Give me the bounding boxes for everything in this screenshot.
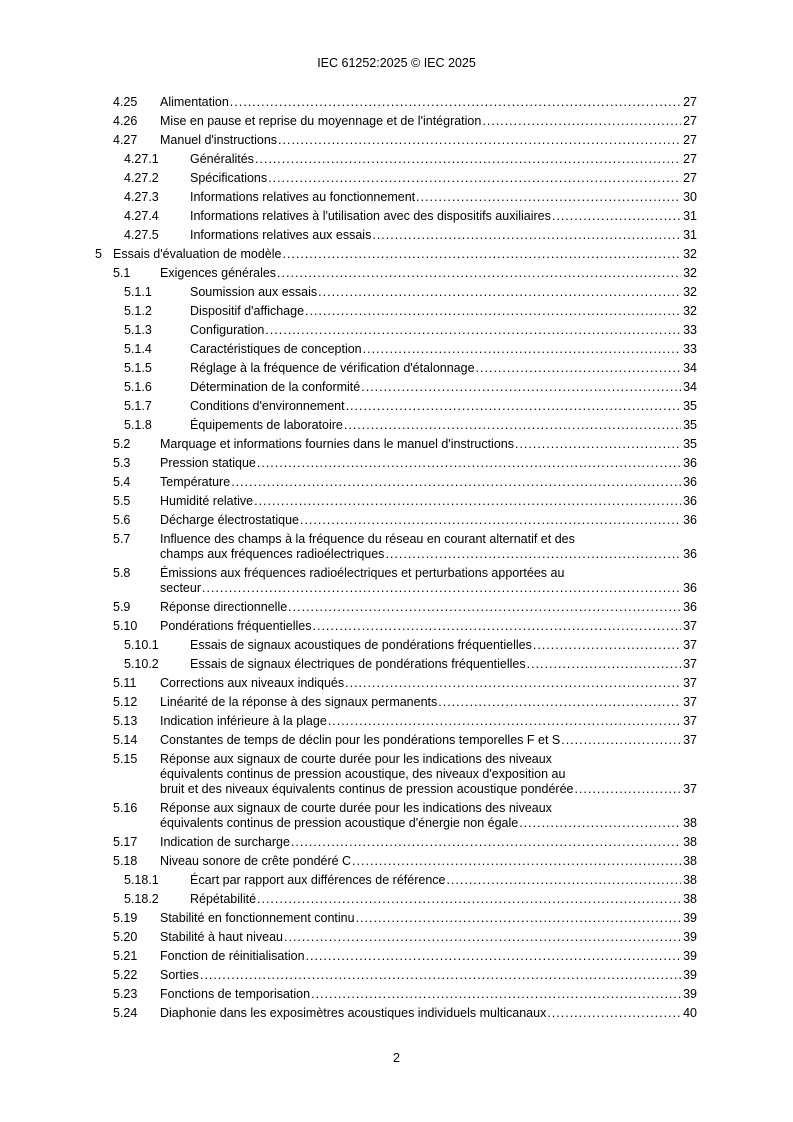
toc-entry-number: 5.24 [113, 1006, 138, 1020]
dot-leader [318, 285, 681, 300]
toc-entry-number: 5.14 [113, 733, 138, 747]
toc-entry-number: 5.22 [113, 968, 138, 982]
toc-entry-title: Détermination de la conformité [190, 380, 361, 394]
toc-entry-title: bruit et des niveaux équivalents continus de pression acoustique pondérée [160, 782, 574, 796]
toc-entry-body [190, 873, 697, 888]
toc-entry[interactable] [0, 750, 793, 799]
toc-entry-page: 35 [683, 418, 697, 432]
toc-entry-number: 4.26 [113, 114, 138, 128]
toc-entry-body [160, 752, 697, 797]
toc-entry-body [190, 342, 697, 357]
toc-entry[interactable] [0, 928, 793, 947]
toc-entry[interactable] [0, 564, 793, 598]
toc-entry-title: Informations relatives au fonctionnement [190, 190, 416, 204]
toc-entry[interactable] [0, 131, 793, 150]
toc-entry-page: 37 [683, 695, 697, 709]
dot-leader [438, 695, 681, 710]
dot-leader [363, 342, 681, 357]
toc-entry-number: 5.2 [113, 437, 131, 451]
toc-entry-title: Exigences générales [160, 266, 277, 280]
toc-entry-number: 5.10.2 [124, 657, 159, 671]
toc-entry-title: Équipements de laboratoire [190, 418, 343, 432]
toc-entry-body [160, 600, 697, 615]
toc-entry-body [160, 619, 697, 634]
dot-leader [552, 209, 681, 224]
toc-entry[interactable] [0, 636, 793, 655]
dot-leader [305, 304, 681, 319]
dot-leader [231, 475, 681, 490]
toc-entry-number: 5.1.3 [124, 323, 152, 337]
toc-entry-page: 27 [683, 152, 697, 166]
dot-leader [446, 873, 681, 888]
toc-entry-page: 38 [683, 835, 697, 849]
toc-entry[interactable] [0, 712, 793, 731]
toc-entry-body [160, 801, 697, 831]
dot-leader [547, 1006, 681, 1021]
dot-leader [202, 581, 681, 596]
toc-entry-title: Niveau sonore de crête pondéré C [160, 854, 352, 868]
toc-entry[interactable] [0, 397, 793, 416]
toc-entry-title: Sorties [160, 968, 199, 982]
toc-entry-body [190, 380, 697, 395]
toc-entry-title: secteur [160, 581, 201, 595]
toc-entry-title: Mise en pause et reprise du moyennage et de l'intégration [160, 114, 482, 128]
toc-entry[interactable] [0, 890, 793, 909]
toc-entry-title: Décharge électrostatique [160, 513, 299, 527]
toc-entry-title: Soumission aux essais [190, 285, 318, 299]
toc-entry-page: 32 [683, 304, 697, 318]
toc-entry-number: 5.1.1 [124, 285, 152, 299]
toc-entry-page: 36 [683, 513, 697, 527]
toc-entry[interactable] [0, 112, 793, 131]
toc-entry-number: 5.15 [113, 752, 138, 766]
toc-entry-title: Généralités [190, 152, 254, 166]
toc-entry[interactable] [0, 799, 793, 833]
dot-leader [291, 835, 681, 850]
toc-entry-page: 33 [683, 323, 697, 337]
toc-entry[interactable] [0, 1004, 793, 1023]
toc-entry-body [160, 475, 697, 490]
toc-entry[interactable] [0, 598, 793, 617]
toc-entry-title: Diaphonie dans les exposimètres acoustiques individuels multicanaux [160, 1006, 547, 1020]
toc-entry-page: 39 [683, 930, 697, 944]
toc-entry-page: 39 [683, 911, 697, 925]
toc-entry-number: 5.17 [113, 835, 138, 849]
toc-entry[interactable] [0, 169, 793, 188]
toc-entry-page: 35 [683, 437, 697, 451]
toc-entry[interactable] [0, 245, 793, 264]
toc-entry-page: 30 [683, 190, 697, 204]
toc-entry-body [160, 456, 697, 471]
toc-entry-body [190, 399, 697, 414]
toc-entry-title: Répétabilité [190, 892, 257, 906]
toc-entry-page: 38 [683, 854, 697, 868]
toc-entry-number: 5.3 [113, 456, 131, 470]
toc-entry-title-line: Influence des champs à la fréquence du réseau en courant alternatif et des [160, 532, 575, 546]
toc-entry-title: Alimentation [160, 95, 229, 109]
toc-entry[interactable] [0, 833, 793, 852]
toc-entry-title: Essais de signaux électriques de pondérations fréquentielles [190, 657, 526, 671]
toc-entry-title: Fonctions de temporisation [160, 987, 311, 1001]
toc-entry-number: 5.1.4 [124, 342, 152, 356]
toc-entry[interactable] [0, 473, 793, 492]
toc-entry-page: 37 [683, 638, 697, 652]
dot-leader [311, 987, 681, 1002]
toc-entry-body [190, 657, 697, 672]
dot-leader [300, 513, 681, 528]
toc-entry[interactable] [0, 321, 793, 340]
toc-entry-page: 27 [683, 114, 697, 128]
toc-entry-body [160, 987, 697, 1002]
toc-entry[interactable] [0, 93, 793, 112]
toc-entry[interactable] [0, 188, 793, 207]
toc-entry[interactable] [0, 693, 793, 712]
toc-entry-number: 5.5 [113, 494, 131, 508]
toc-entry-page: 32 [683, 247, 697, 261]
toc-entry-body [190, 892, 697, 907]
toc-entry-page: 37 [683, 657, 697, 671]
toc-entry-page: 36 [683, 581, 697, 595]
page-header: IEC 61252:2025 © IEC 2025 [317, 56, 476, 70]
toc-entry[interactable] [0, 985, 793, 1004]
toc-entry-page: 31 [683, 228, 697, 242]
toc-entry-number: 5.11 [113, 676, 137, 690]
toc-entry-title: Température [160, 475, 231, 489]
dot-leader [257, 892, 681, 907]
toc-entry-number: 5.19 [113, 911, 138, 925]
toc-entry-body [160, 695, 697, 710]
dot-leader [346, 399, 682, 414]
toc-entry-title: Pression statique [160, 456, 256, 470]
toc-entry-number: 5.1.5 [124, 361, 152, 375]
toc-entry-title: Conditions d'environnement [190, 399, 345, 413]
toc-entry-page: 37 [683, 676, 697, 690]
toc-entry-title: Informations relatives à l'utilisation avec des dispositifs auxiliaires [190, 209, 551, 223]
toc-entry-number: 5.13 [113, 714, 138, 728]
toc-entry[interactable] [0, 378, 793, 397]
toc-entry-body [190, 228, 697, 243]
toc-entry-title-line: Émissions aux fréquences radioélectriques et perturbations apportées au [160, 566, 565, 580]
toc-entry-page: 27 [683, 171, 697, 185]
toc-entry[interactable] [0, 416, 793, 435]
toc-entry-title: Marquage et informations fournies dans le manuel d'instructions [160, 437, 514, 451]
toc-entry-body [160, 968, 697, 983]
toc-entry-number: 5.1.8 [124, 418, 152, 432]
toc-entry-title: Humidité relative [160, 494, 254, 508]
toc-entry-number: 5.23 [113, 987, 138, 1001]
toc-entry-page: 36 [683, 494, 697, 508]
dot-leader [328, 714, 681, 729]
toc-entry-number: 4.27.5 [124, 228, 159, 242]
dot-leader [257, 456, 681, 471]
toc-entry-number: 4.25 [113, 95, 138, 109]
toc-entry-title: Spécifications [190, 171, 268, 185]
toc-entry-page: 31 [683, 209, 697, 223]
toc-entry-body [160, 114, 697, 129]
toc-entry-title-line: Réponse aux signaux de courte durée pour les indications des niveaux [160, 752, 552, 766]
toc-entry-body [190, 323, 697, 338]
toc-entry-body [160, 494, 697, 509]
toc-entry-body [160, 266, 697, 281]
toc-entry-page: 33 [683, 342, 697, 356]
toc-entry-number: 5.1 [113, 266, 131, 280]
toc-entry-title: Dispositif d'affichage [190, 304, 305, 318]
toc-entry-number: 5.8 [113, 566, 131, 580]
toc-entry-page: 37 [683, 619, 697, 633]
toc-entry-title: Corrections aux niveaux indiqués [160, 676, 345, 690]
toc-entry[interactable] [0, 731, 793, 750]
toc-entry[interactable] [0, 530, 793, 564]
toc-entry-page: 39 [683, 987, 697, 1001]
toc-entry[interactable] [0, 283, 793, 302]
toc-entry-page: 36 [683, 600, 697, 614]
toc-entry-body [160, 854, 697, 869]
dot-leader [527, 657, 681, 672]
toc-entry-number: 4.27.4 [124, 209, 159, 223]
toc-entry-body [190, 418, 697, 433]
toc-entry-page: 35 [683, 399, 697, 413]
dot-leader [254, 494, 681, 509]
toc-entry[interactable] [0, 150, 793, 169]
dot-leader [306, 949, 682, 964]
dot-leader [533, 638, 681, 653]
toc-entry-page: 38 [683, 892, 697, 906]
toc-entry-number: 5.18.2 [124, 892, 159, 906]
toc-entry-page: 36 [683, 456, 697, 470]
toc-entry-page: 27 [683, 95, 697, 109]
dot-leader [282, 247, 681, 262]
table-of-contents [0, 93, 793, 1023]
dot-leader [278, 133, 681, 148]
toc-entry[interactable] [0, 909, 793, 928]
dot-leader [345, 676, 681, 691]
toc-entry-title: Caractéristiques de conception [190, 342, 362, 356]
toc-entry-body [190, 638, 697, 653]
toc-entry[interactable] [0, 655, 793, 674]
toc-entry-page: 37 [683, 733, 697, 747]
dot-leader [574, 782, 681, 797]
toc-entry-title: Configuration [190, 323, 265, 337]
toc-entry-body [160, 532, 697, 562]
toc-entry[interactable] [0, 302, 793, 321]
toc-entry[interactable] [0, 617, 793, 636]
toc-entry-page: 37 [683, 714, 697, 728]
toc-entry-number: 5.18.1 [124, 873, 159, 887]
toc-entry-page: 32 [683, 266, 697, 280]
toc-entry-number: 5 [95, 247, 102, 261]
toc-entry-title: Indication de surcharge [160, 835, 290, 849]
toc-entry-page: 37 [683, 782, 697, 796]
toc-entry-title: Pondérations fréquentielles [160, 619, 312, 633]
toc-entry-body [160, 835, 697, 850]
toc-entry[interactable] [0, 359, 793, 378]
toc-entry[interactable] [0, 226, 793, 245]
dot-leader [344, 418, 681, 433]
toc-entry-number: 5.16 [113, 801, 138, 815]
toc-entry[interactable] [0, 492, 793, 511]
toc-entry-number: 5.7 [113, 532, 131, 546]
toc-entry-number: 5.4 [113, 475, 131, 489]
toc-entry-title: Indication inférieure à la plage [160, 714, 327, 728]
toc-entry-body [160, 513, 697, 528]
toc-entry-body [160, 1006, 697, 1021]
toc-entry-body [160, 733, 697, 748]
toc-entry-title-line: Réponse aux signaux de courte durée pour les indications des niveaux [160, 801, 552, 815]
toc-entry[interactable] [0, 340, 793, 359]
toc-entry-body [160, 437, 697, 452]
toc-entry-page: 39 [683, 968, 697, 982]
dot-leader [361, 380, 681, 395]
toc-entry[interactable] [0, 966, 793, 985]
dot-leader [519, 816, 681, 831]
toc-entry-body [160, 95, 697, 110]
toc-entry-title: Informations relatives aux essais [190, 228, 372, 242]
dot-leader [200, 968, 681, 983]
toc-entry-body [160, 949, 697, 964]
toc-entry-page: 32 [683, 285, 697, 299]
toc-entry-page: 36 [683, 547, 697, 561]
toc-entry[interactable] [0, 511, 793, 530]
toc-entry-body [190, 171, 697, 186]
toc-entry-title: Réponse directionnelle [160, 600, 288, 614]
toc-entry-number: 5.6 [113, 513, 131, 527]
toc-entry-number: 4.27.3 [124, 190, 159, 204]
toc-entry-body [160, 133, 697, 148]
dot-leader [284, 930, 681, 945]
toc-entry[interactable] [0, 435, 793, 454]
toc-entry-number: 4.27.1 [124, 152, 159, 166]
toc-entry-page: 38 [683, 816, 697, 830]
toc-entry-body [190, 190, 697, 205]
toc-entry-body [190, 209, 697, 224]
dot-leader [561, 733, 681, 748]
toc-entry-title: Linéarité de la réponse à des signaux permanents [160, 695, 438, 709]
toc-entry-title: champs aux fréquences radioélectriques [160, 547, 385, 561]
toc-entry[interactable] [0, 871, 793, 890]
toc-entry-title: équivalents continus de pression acoustique d'énergie non égale [160, 816, 519, 830]
toc-entry-body [160, 714, 697, 729]
toc-entry-number: 5.1.2 [124, 304, 152, 318]
toc-entry-title-line: équivalents continus de pression acoustique, des niveaux d'exposition au [160, 767, 566, 781]
dot-leader [352, 854, 681, 869]
toc-entry-body [190, 304, 697, 319]
toc-entry-body [190, 285, 697, 300]
toc-entry[interactable] [0, 264, 793, 283]
toc-entry-page: 39 [683, 949, 697, 963]
toc-entry-page: 34 [683, 380, 697, 394]
toc-entry-number: 4.27.2 [124, 171, 159, 185]
toc-entry[interactable] [0, 947, 793, 966]
toc-entry-page: 36 [683, 475, 697, 489]
toc-entry-body [190, 152, 697, 167]
dot-leader [476, 361, 682, 376]
dot-leader [372, 228, 681, 243]
toc-entry[interactable] [0, 207, 793, 226]
dot-leader [277, 266, 681, 281]
toc-entry-title: Stabilité en fonctionnement continu [160, 911, 355, 925]
dot-leader [265, 323, 681, 338]
toc-entry[interactable] [0, 852, 793, 871]
toc-entry-title: Fonction de réinitialisation [160, 949, 305, 963]
dot-leader [255, 152, 681, 167]
toc-entry-number: 4.27 [113, 133, 138, 147]
toc-entry-body [160, 676, 697, 691]
page-number: 2 [393, 1051, 400, 1065]
dot-leader [313, 619, 682, 634]
toc-entry-number: 5.18 [113, 854, 138, 868]
toc-entry-title: Manuel d'instructions [160, 133, 278, 147]
toc-entry-body [160, 566, 697, 596]
toc-entry-body [160, 930, 697, 945]
dot-leader [268, 171, 681, 186]
toc-entry-number: 5.10.1 [124, 638, 159, 652]
toc-entry-number: 5.20 [113, 930, 138, 944]
dot-leader [482, 114, 681, 129]
toc-entry-title: Réglage à la fréquence de vérification d'étalonnage [190, 361, 475, 375]
dot-leader [230, 95, 681, 110]
toc-entry-number: 5.9 [113, 600, 131, 614]
toc-entry-number: 5.1.6 [124, 380, 152, 394]
toc-entry-body [190, 361, 697, 376]
toc-entry-number: 5.10 [113, 619, 138, 633]
toc-entry-page: 27 [683, 133, 697, 147]
dot-leader [385, 547, 681, 562]
toc-entry-page: 34 [683, 361, 697, 375]
toc-entry-title: Écart par rapport aux différences de référence [190, 873, 446, 887]
toc-entry[interactable] [0, 674, 793, 693]
toc-entry-page: 40 [683, 1006, 697, 1020]
toc-entry-title: Stabilité à haut niveau [160, 930, 284, 944]
toc-entry-body [113, 247, 697, 262]
toc-entry-number: 5.21 [113, 949, 138, 963]
dot-leader [288, 600, 681, 615]
toc-entry-title: Constantes de temps de déclin pour les pondérations temporelles F et S [160, 733, 561, 747]
dot-leader [416, 190, 681, 205]
toc-entry-number: 5.1.7 [124, 399, 152, 413]
toc-entry-title: Essais de signaux acoustiques de pondérations fréquentielles [190, 638, 532, 652]
toc-entry-body [160, 911, 697, 926]
toc-entry-number: 5.12 [113, 695, 138, 709]
toc-entry-title: Essais d'évaluation de modèle [113, 247, 282, 261]
dot-leader [356, 911, 682, 926]
dot-leader [515, 437, 681, 452]
toc-entry-page: 38 [683, 873, 697, 887]
toc-entry[interactable] [0, 454, 793, 473]
